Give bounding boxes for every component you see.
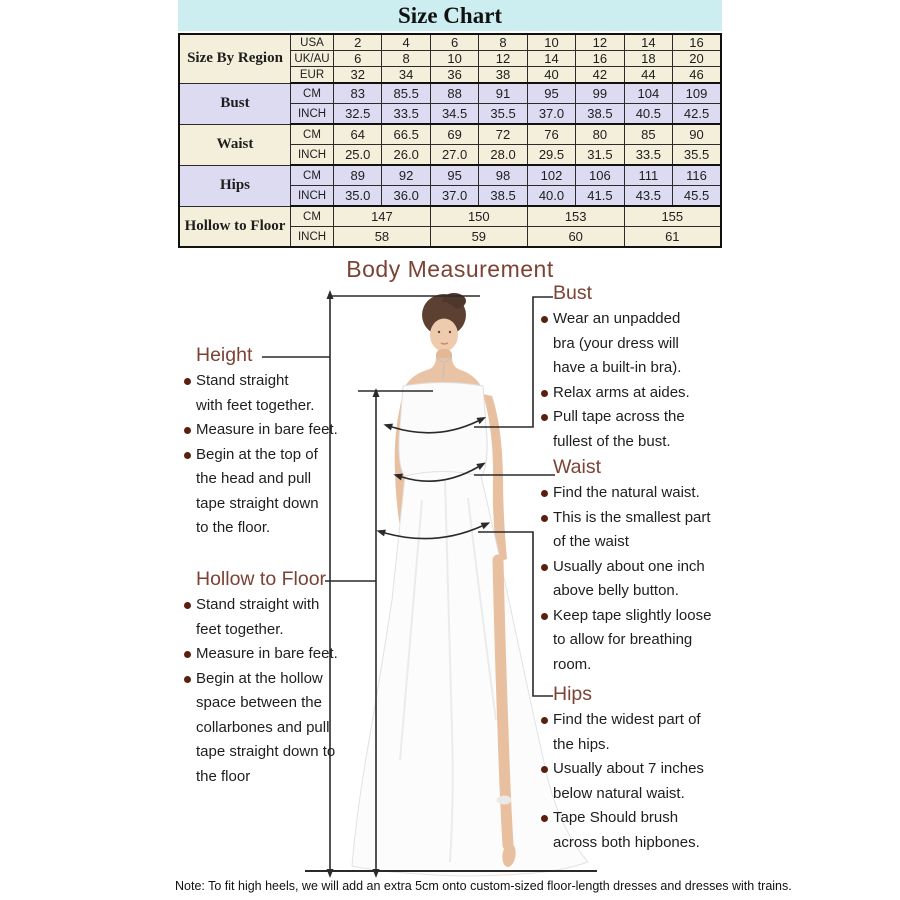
unit-label: CM <box>291 83 334 104</box>
table-cell: 102 <box>527 165 575 186</box>
table-cell: 42 <box>576 67 624 84</box>
table-cell: 31.5 <box>576 145 624 166</box>
bullet-item: Usually about 7 inches below natural waist. <box>553 757 715 806</box>
bullet-item: Stand straight with feet together. <box>196 593 341 642</box>
table-cell: 35.0 <box>334 186 382 207</box>
table-cell: 80 <box>576 124 624 145</box>
bullet-item: Pull tape across the fullest of the bust. <box>553 405 710 454</box>
table-cell: 32.5 <box>334 104 382 125</box>
table-cell: 38.5 <box>576 104 624 125</box>
table-cell: 14 <box>624 34 672 51</box>
table-cell: 16 <box>576 51 624 67</box>
table-cell: 106 <box>576 165 624 186</box>
section-heading-bust: Bust <box>553 282 593 304</box>
table-cell: 95 <box>527 83 575 104</box>
table-cell: 40 <box>527 67 575 84</box>
table-cell: 8 <box>479 34 527 51</box>
table-cell: 16 <box>673 34 721 51</box>
table-cell: 90 <box>673 124 721 145</box>
section-hollow <box>183 568 341 789</box>
table-cell: 27.0 <box>430 145 478 166</box>
table-cell: 6 <box>334 51 382 67</box>
row-group-label: Waist <box>179 124 291 165</box>
table-cell: 44 <box>624 67 672 84</box>
table-cell: 95 <box>430 165 478 186</box>
table-cell: 28.0 <box>479 145 527 166</box>
section-hips <box>540 683 715 855</box>
unit-label: INCH <box>291 227 334 248</box>
body-measurement-title: Body Measurement <box>346 256 554 282</box>
section-list <box>540 307 710 454</box>
table-cell: 116 <box>673 165 721 186</box>
table-cell: 150 <box>430 206 527 227</box>
section-heading-height: Height <box>196 344 253 366</box>
table-cell: 35.5 <box>673 145 721 166</box>
table-cell: 147 <box>334 206 431 227</box>
table-cell: 111 <box>624 165 672 186</box>
table-cell: 85 <box>624 124 672 145</box>
table-cell: 91 <box>479 83 527 104</box>
size-chart-title: Size Chart <box>397 2 503 28</box>
table-cell: 26.0 <box>382 145 430 166</box>
bullet-item: Usually about one inch above belly button. <box>553 555 720 604</box>
table-cell: 36 <box>430 67 478 84</box>
table-cell: 64 <box>334 124 382 145</box>
table-cell: 36.0 <box>382 186 430 207</box>
table-cell: 18 <box>624 51 672 67</box>
table-cell: 46 <box>673 67 721 84</box>
table-cell: 83 <box>334 83 382 104</box>
table-cell: 38.5 <box>479 186 527 207</box>
table-cell: 4 <box>382 34 430 51</box>
table-cell: 29.5 <box>527 145 575 166</box>
row-group-label: Bust <box>179 83 291 124</box>
table-cell: 85.5 <box>382 83 430 104</box>
bullet-item: Find the natural waist. <box>553 481 720 506</box>
table-cell: 10 <box>430 51 478 67</box>
unit-label: CM <box>291 206 334 227</box>
table-cell: 99 <box>576 83 624 104</box>
bullet-item: Relax arms at aides. <box>553 381 710 406</box>
table-cell: 104 <box>624 83 672 104</box>
footnote: Note: To fit high heels, we will add an extra 5cm onto custom-sized floor-length dresses and dresses with trains. <box>175 879 792 893</box>
table-cell: 14 <box>527 51 575 67</box>
bullet-item: Measure in bare feet. <box>196 642 341 667</box>
table-cell: 59 <box>430 227 527 248</box>
table-cell: 43.5 <box>624 186 672 207</box>
table-cell: 66.5 <box>382 124 430 145</box>
table-cell: 60 <box>527 227 624 248</box>
table-cell: 76 <box>527 124 575 145</box>
table-cell: 34 <box>382 67 430 84</box>
bullet-item: Begin at the top of the head and pull tape straight down to the floor. <box>196 443 335 541</box>
table-cell: 25.0 <box>334 145 382 166</box>
table-cell: 8 <box>382 51 430 67</box>
table-cell: 32 <box>334 67 382 84</box>
table-cell: 34.5 <box>430 104 478 125</box>
bullet-item: Stand straight with feet together. <box>196 369 335 418</box>
section-heading-hollow: Hollow to Floor <box>196 568 327 590</box>
table-cell: 37.0 <box>527 104 575 125</box>
section-heading-waist: Waist <box>553 456 602 478</box>
table-cell: 42.5 <box>673 104 721 125</box>
unit-label: INCH <box>291 104 334 125</box>
row-group-label: Hollow to Floor <box>179 206 291 247</box>
table-cell: 153 <box>527 206 624 227</box>
unit-label: UK/AU <box>291 51 334 67</box>
table-cell: 33.5 <box>624 145 672 166</box>
table-cell: 35.5 <box>479 104 527 125</box>
section-waist <box>540 456 720 677</box>
bullet-item: Keep tape slightly loose to allow for breathing room. <box>553 604 720 678</box>
bullet-item: Wear an unpadded bra (your dress will have a built-in bra). <box>553 307 710 381</box>
table-cell: 69 <box>430 124 478 145</box>
table-cell: 12 <box>479 51 527 67</box>
table-cell: 37.0 <box>430 186 478 207</box>
unit-label: USA <box>291 34 334 51</box>
table-cell: 72 <box>479 124 527 145</box>
table-cell: 92 <box>382 165 430 186</box>
section-heading-hips: Hips <box>553 683 593 705</box>
table-cell: 40.5 <box>624 104 672 125</box>
table-cell: 98 <box>479 165 527 186</box>
section-list <box>183 593 341 789</box>
unit-label: INCH <box>291 186 334 207</box>
table-cell: 89 <box>334 165 382 186</box>
table-cell: 58 <box>334 227 431 248</box>
row-group-label: Size By Region <box>179 34 291 83</box>
unit-label: CM <box>291 124 334 145</box>
table-cell: 41.5 <box>576 186 624 207</box>
table-cell: 45.5 <box>673 186 721 207</box>
table-cell: 33.5 <box>382 104 430 125</box>
unit-label: INCH <box>291 145 334 166</box>
bullet-item: Measure in bare feet. <box>196 418 335 443</box>
table-cell: 88 <box>430 83 478 104</box>
section-list <box>183 369 338 541</box>
row-group-label: Hips <box>179 165 291 206</box>
table-cell: 61 <box>624 227 721 248</box>
table-cell: 6 <box>430 34 478 51</box>
bullet-item: This is the smallest part of the waist <box>553 506 720 555</box>
table-cell: 12 <box>576 34 624 51</box>
table-cell: 10 <box>527 34 575 51</box>
section-bust <box>540 282 710 454</box>
table-cell: 109 <box>673 83 721 104</box>
unit-label: EUR <box>291 67 334 84</box>
table-cell: 2 <box>334 34 382 51</box>
table-cell: 20 <box>673 51 721 67</box>
bullet-item: Tape Should brush across both hipbones. <box>553 806 715 855</box>
unit-label: CM <box>291 165 334 186</box>
table-cell: 40.0 <box>527 186 575 207</box>
section-height <box>183 344 338 541</box>
section-list <box>540 481 720 677</box>
bullet-item: Begin at the hollow space between the collarbones and pull tape straight down to the floor <box>196 667 341 790</box>
table-cell: 155 <box>624 206 721 227</box>
bullet-item: Find the widest part of the hips. <box>553 708 715 757</box>
section-list <box>540 708 715 855</box>
table-cell: 38 <box>479 67 527 84</box>
